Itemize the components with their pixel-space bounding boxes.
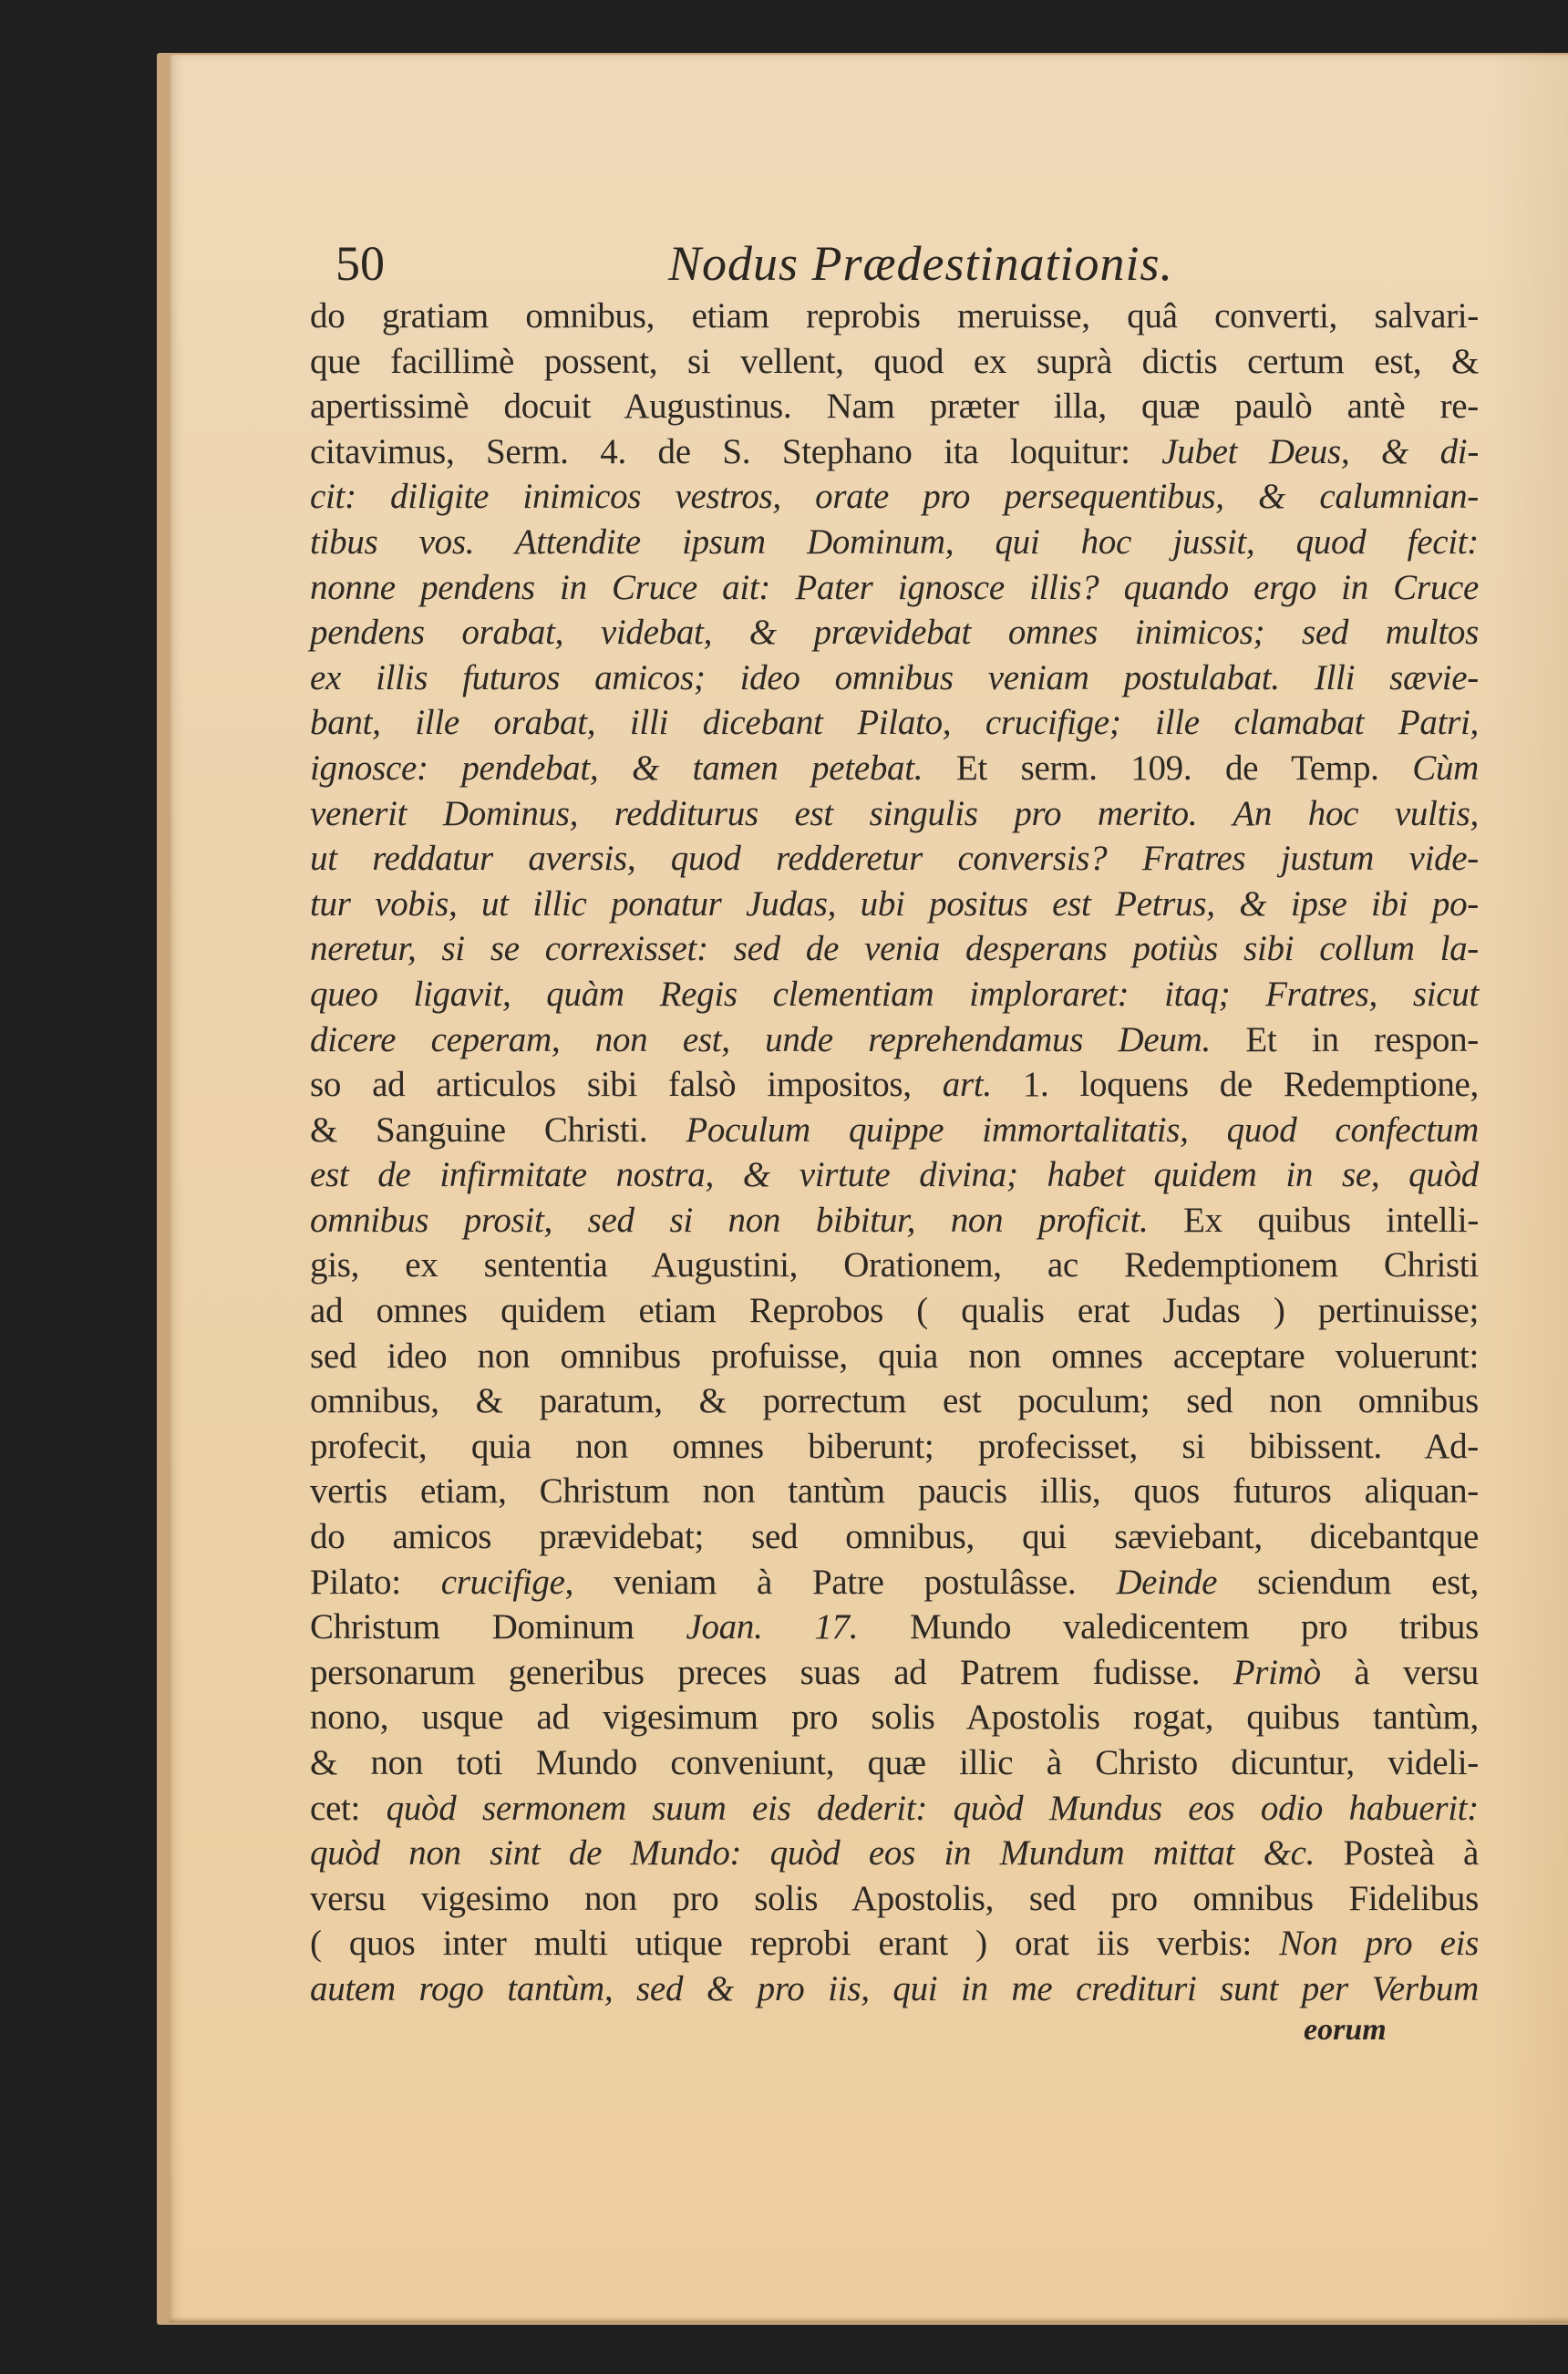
roman-segment: ( quos inter multi utique reprobi erant ) orat iis verbis: [310,1924,1280,1964]
text-line [310,610,1479,655]
text-line [310,294,1479,339]
italic-segment: tibus vos. Attendite ipsum Dominum, qui hoc jussit, quod fecit: [310,521,1479,562]
text-line [310,1560,1479,1605]
text-line [310,1921,1479,1966]
italic-segment: Cùm [1412,748,1480,788]
text-line [310,1243,1479,1288]
roman-segment: do amicos prævidebat; sed omnibus, qui sæviebant, dicebantque [310,1517,1479,1557]
roman-segment: Et in respon- [1245,1019,1479,1059]
italic-segment: neretur, si se correxisset: sed de venia desperans potiùs sibi collum la- [310,929,1479,969]
roman-segment: apertissimè docuit Augustinus. Nam præter illa, quæ paulò antè re- [310,387,1479,427]
italic-segment: art. [942,1065,992,1105]
text-line [310,1334,1479,1379]
italic-segment: cit: diligite inimicos vestros, orate pro persequentibus, & calumnian- [310,477,1479,517]
roman-segment: sciendum est, [1217,1562,1480,1602]
italic-segment: Deinde [1116,1562,1218,1602]
text-line [310,972,1479,1017]
roman-segment: sed ideo non omnibus profuisse, quia non omnes acceptare voluerunt: [310,1336,1479,1376]
page-header [310,235,1477,294]
italic-segment: est de infirmitate nostra, & virtute divina; habet quidem in se, quòd [310,1155,1479,1195]
text-line [310,1108,1479,1153]
roman-segment: Ex quibus intelli- [1183,1200,1480,1240]
text-line [310,1876,1479,1922]
roman-segment: Christum Dominum [310,1607,686,1647]
text-line [310,1740,1479,1786]
italic-segment: bant, ille orabat, illi dicebant Pilato, crucifige; ille clamabat Patri, [310,703,1479,743]
italic-segment: pendens orabat, videbat, & prævidebat omnes inimicos; sed multos [310,613,1479,653]
italic-segment: autem rogo tantùm, sed & pro iis, qui in me credituri sunt per Verbum [310,1968,1479,2008]
italic-segment: crucifige [440,1562,565,1602]
roman-segment: do gratiam omnibus, etiam reprobis meruisse, quâ converti, salvari- [310,296,1479,335]
roman-segment: , veniam à Patre postulâsse. [564,1562,1117,1602]
italic-segment: dicere ceperam, non est, unde reprehendamus Deum. [310,1019,1246,1059]
text-line [310,746,1479,791]
text-line [310,926,1479,972]
text-line [310,429,1479,475]
body-text [310,294,1479,2012]
italic-segment: ignosce: pendebat, & tamen petebat. [310,748,956,788]
text-line [310,1514,1479,1560]
italic-segment: Jubet Deus, & di- [1161,431,1480,471]
text-line [310,1062,1479,1108]
roman-segment: citavimus, Serm. 4. de S. Stephano ita loquitur: [310,431,1162,471]
text-line [310,339,1479,385]
roman-segment: & non toti Mundo conveniunt, quæ illic à Christo dicuntur, videli- [310,1743,1479,1782]
italic-segment: omnibus prosit, sed si non bibitur, non proficit. [310,1200,1184,1240]
italic-segment: queo ligavit, quàm Regis clementiam imploraret: itaq; Fratres, sicut [310,974,1479,1014]
text-line [310,565,1479,611]
text-line [310,474,1479,520]
roman-segment: nono, usque ad vigesimum pro solis Apostolis rogat, quibus tantùm, [310,1698,1479,1738]
text-line [310,384,1479,429]
italic-segment: Joan. 17. [686,1607,859,1647]
roman-segment: Posteà à [1343,1833,1480,1873]
italic-segment: Non pro eis [1279,1924,1479,1964]
roman-segment: Et serm. 109. de Temp. [955,748,1413,788]
text-line [310,700,1479,746]
italic-segment: ex illis futuros amicos; ideo omnibus veniam postulabat. Illi sævie- [310,657,1479,697]
roman-segment: & Sanguine Christi. [310,1110,686,1150]
text-line [310,882,1479,927]
text-line [310,1786,1479,1832]
catchword: eorum [1304,2013,1387,2047]
text-line [310,1152,1479,1198]
italic-segment: tur vobis, ut illic ponatur Judas, ubi positus est Petrus, & ipse ibi po- [310,883,1479,924]
text-line [310,836,1479,882]
roman-segment: à versu [1320,1652,1480,1692]
text-line [310,1288,1479,1334]
italic-segment: quòd sermonem suum eis dederit: quòd Mundus eos odio habuerit: [386,1788,1479,1828]
italic-segment: quòd non sint de Mundo: quòd eos in Mundum mittat &c. [310,1833,1344,1873]
italic-segment: Poculum quippe immortalitatis, quod confectum [686,1110,1480,1150]
italic-segment: Primò [1233,1652,1321,1692]
text-line [310,1966,1479,2012]
roman-segment: Mundo valedicentem pro tribus [858,1607,1479,1647]
roman-segment: omnibus, & paratum, & porrectum est poculum; sed non omnibus [310,1381,1479,1421]
roman-segment: so ad articulos sibi falsò impositos, [310,1065,943,1105]
roman-segment: gis, ex sententia Augustini, Orationem, ac Redemptionem Christi [310,1245,1479,1285]
roman-segment: profecit, quia non omnes biberunt; profecisset, si bibissent. Ad- [310,1426,1479,1466]
text-line [310,1378,1479,1424]
roman-segment: Pilato: [310,1562,441,1602]
text-line [310,1198,1479,1244]
roman-segment: personarum generibus preces suas ad Patrem fudisse. [310,1652,1233,1692]
italic-segment: nonne pendens in Cruce ait: Pater ignosce illis? quando ergo in Cruce [310,567,1479,607]
roman-segment: cet: [310,1788,387,1828]
roman-segment: versu vigesimo non pro solis Apostolis, sed pro omnibus Fidelibus [310,1878,1479,1918]
page-number: 50 [335,236,385,291]
italic-segment: ut reddatur aversis, quod redderetur conversis? Fratres justum vide- [310,839,1479,879]
italic-segment: venerit Dominus, redditurus est singulis pro merito. An hoc vultis, [310,793,1479,833]
text-line [310,1650,1479,1696]
text-line [310,1695,1479,1740]
text-line [310,1469,1479,1514]
text-line [310,520,1479,565]
text-line [310,1831,1479,1876]
roman-segment: ad omnes quidem etiam Reprobos ( qualis erat Judas ) pertinuisse; [310,1291,1479,1331]
text-line [310,1424,1479,1470]
roman-segment: 1. loquens de Redemptione, [991,1065,1480,1105]
running-title: Nodus Prædestinationis. [667,236,1174,291]
text-line [310,791,1479,837]
text-line [310,655,1479,701]
text-line [310,1605,1479,1650]
roman-segment: vertis etiam, Christum non tantùm paucis illis, quos futuros aliquan- [310,1471,1479,1512]
roman-segment: que facillimè possent, si vellent, quod ex suprà dictis certum est, & [310,341,1479,381]
text-line [310,1017,1479,1063]
